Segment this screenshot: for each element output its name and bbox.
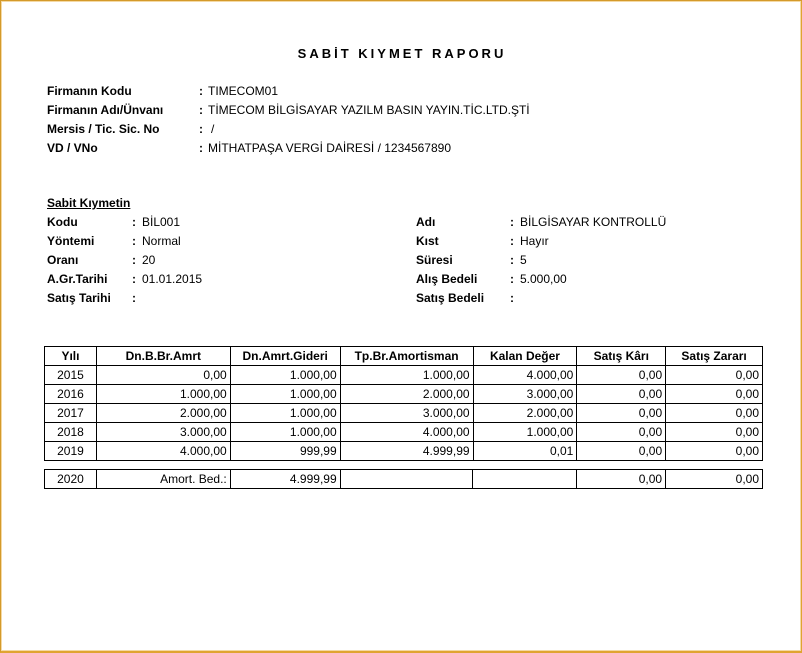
colon: : [510, 215, 514, 229]
cell: 0,00 [577, 366, 666, 385]
cell: 0,00 [577, 385, 666, 404]
header-year: Yılı [45, 347, 97, 366]
table-header-row [45, 347, 763, 366]
acquisition-date-label: A.Gr.Tarihi [47, 272, 108, 286]
summary-table [44, 469, 763, 489]
cell [473, 470, 577, 489]
header-sale-loss: Satış Zararı [666, 347, 763, 366]
table-row [45, 442, 763, 461]
cell: 1.000,00 [230, 404, 340, 423]
colon: : [132, 291, 136, 305]
header-sale-profit: Satış Kârı [577, 347, 666, 366]
cell: 0,00 [666, 442, 763, 461]
cell: 2016 [45, 385, 97, 404]
rate-value: 20 [142, 253, 156, 267]
summary-total: 4.999,99 [230, 470, 340, 489]
cell: 1.000,00 [230, 385, 340, 404]
cell: 3.000,00 [96, 423, 230, 442]
cell: 2015 [45, 366, 97, 385]
cell: 0,00 [577, 423, 666, 442]
cell: 2.000,00 [340, 385, 473, 404]
asset-name-value: BİLGİSAYAR KONTROLLÜ [520, 215, 667, 229]
cell: 3.000,00 [340, 404, 473, 423]
header-total-accum: Tp.Br.Amortisman [340, 347, 473, 366]
cell: 0,01 [473, 442, 577, 461]
summary-sale-loss: 0,00 [666, 470, 763, 489]
colon: : [199, 122, 203, 136]
cell: 2019 [45, 442, 97, 461]
colon: : [199, 141, 203, 155]
cell: 2018 [45, 423, 97, 442]
firm-code-label: Firmanın Kodu [47, 84, 132, 98]
cell: 0,00 [666, 366, 763, 385]
firm-name-value: TİMECOM BİLGİSAYAR YAZILM BASIN YAYIN.TİC.LTD.ŞTİ [208, 103, 530, 117]
cell: 2.000,00 [96, 404, 230, 423]
mersis-value: / [211, 122, 215, 136]
cell [340, 470, 473, 489]
cell: 4.000,00 [473, 366, 577, 385]
colon: : [132, 272, 136, 286]
cell: 0,00 [666, 423, 763, 442]
cell: 999,99 [230, 442, 340, 461]
header-prev-accum: Dn.B.Br.Amrt [96, 347, 230, 366]
cell: 0,00 [666, 404, 763, 423]
cell: 4.000,00 [340, 423, 473, 442]
asset-code-value: BİL001 [142, 215, 181, 229]
asset-code-label: Kodu [47, 215, 78, 229]
colon: : [132, 253, 136, 267]
colon: : [510, 234, 514, 248]
asset-name-label: Adı [416, 215, 436, 229]
purchase-price-value: 5.000,00 [520, 272, 567, 286]
colon: : [199, 84, 203, 98]
cell: 1.000,00 [473, 423, 577, 442]
summary-label: Amort. Bed.: [96, 470, 230, 489]
cell: 1.000,00 [340, 366, 473, 385]
asset-section-title: Sabit Kıymetin [47, 196, 131, 210]
table-row [45, 423, 763, 442]
duration-label: Süresi [416, 253, 453, 267]
purchase-price-label: Alış Bedeli [416, 272, 478, 286]
colon: : [199, 103, 203, 117]
mersis-label: Mersis / Tic. Sic. No [47, 122, 160, 136]
colon: : [510, 272, 514, 286]
header-remaining: Kalan Değer [473, 347, 577, 366]
colon: : [132, 215, 136, 229]
cell: 2.000,00 [473, 404, 577, 423]
summary-row [45, 470, 763, 489]
cell: 0,00 [577, 404, 666, 423]
cell: 0,00 [577, 442, 666, 461]
vd-label: VD / VNo [47, 141, 98, 155]
cell: 1.000,00 [230, 423, 340, 442]
table-row [45, 385, 763, 404]
report-title: SABİT KIYMET RAPORU [297, 46, 507, 61]
cell: 4.000,00 [96, 442, 230, 461]
cell: 3.000,00 [473, 385, 577, 404]
kist-value: Hayır [520, 234, 549, 248]
cell: 0,00 [96, 366, 230, 385]
firm-code-value: TIMECOM01 [208, 84, 279, 98]
kist-label: Kıst [416, 234, 439, 248]
duration-value: 5 [520, 253, 527, 267]
colon: : [510, 291, 514, 305]
acquisition-date-value: 01.01.2015 [142, 272, 203, 286]
cell: 1.000,00 [230, 366, 340, 385]
colon: : [510, 253, 514, 267]
table-row [45, 404, 763, 423]
firm-name-label: Firmanın Adı/Ünvanı [47, 103, 164, 117]
depreciation-table [44, 346, 763, 461]
method-label: Yöntemi [47, 234, 95, 248]
cell: 1.000,00 [96, 385, 230, 404]
method-value: Normal [142, 234, 181, 248]
cell: 2017 [45, 404, 97, 423]
sale-date-label: Satış Tarihi [47, 291, 111, 305]
sale-price-label: Satış Bedeli [416, 291, 485, 305]
summary-sale-profit: 0,00 [577, 470, 666, 489]
vd-value: MİTHATPAŞA VERGİ DAİRESİ / 1234567890 [208, 141, 451, 155]
rate-label: Oranı [47, 253, 79, 267]
cell: 4.999,99 [340, 442, 473, 461]
colon: : [132, 234, 136, 248]
table-row [45, 366, 763, 385]
cell: 0,00 [666, 385, 763, 404]
summary-year: 2020 [45, 470, 97, 489]
header-period-expense: Dn.Amrt.Gideri [230, 347, 340, 366]
